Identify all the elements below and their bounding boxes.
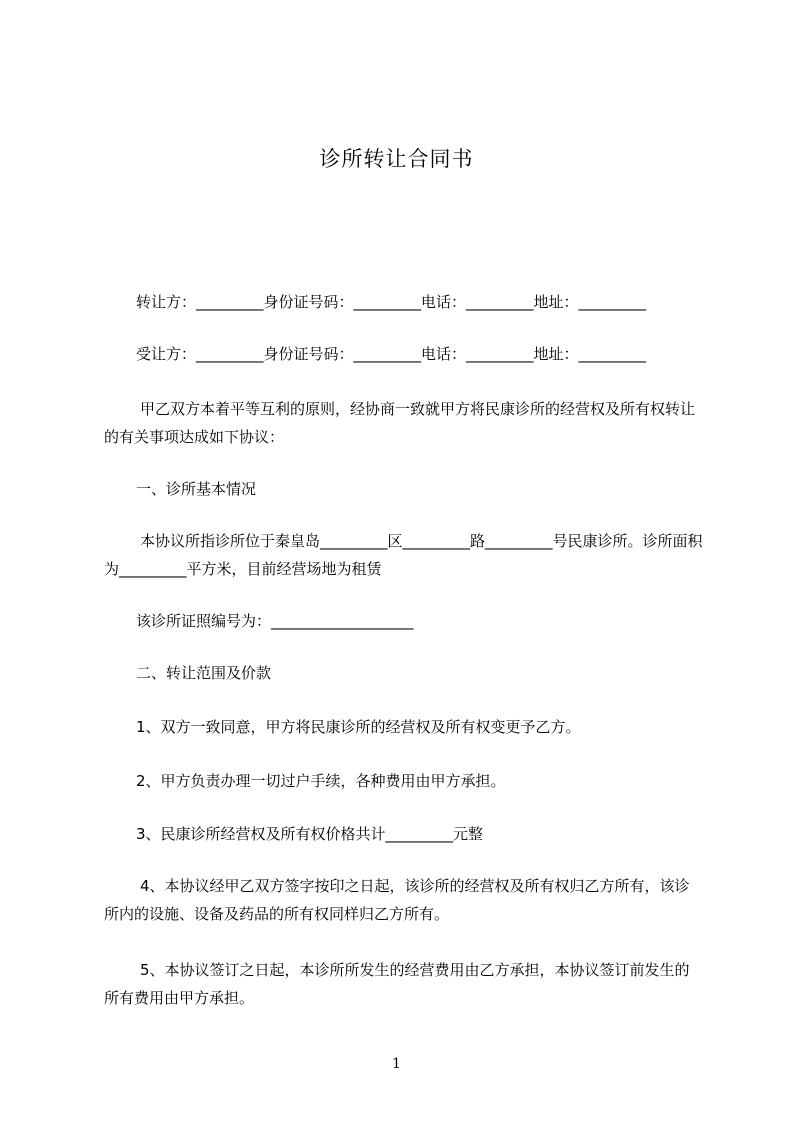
clause-item-3: 3、民康诊所经营权及所有权价格共计_________元整 xyxy=(136,825,484,843)
transferee-line: 受让方：_________身份证号码：_________电话：_________地址：_________ xyxy=(136,345,647,363)
section1-heading: 一、诊所基本情况 xyxy=(136,480,257,498)
section1-paragraph: 本协议所指诊所位于秦皇岛_________区_________路_________号民康诊所。诊所面积为_________平方米，目前经营场地为租赁 xyxy=(104,532,703,578)
clause-item-1: 1、双方一致同意，甲方将民康诊所的经营权及所有权变更予乙方。 xyxy=(136,718,581,736)
section2-heading: 二、转让范围及价款 xyxy=(136,664,272,682)
transferor-line: 转让方：_________身份证号码：_________电话：_________地址：_________ xyxy=(136,293,647,311)
document-title: 诊所转让合同书 xyxy=(319,147,474,171)
clause-item-4: 4、本协议经甲乙双方签字按印之日起，该诊所的经营权及所有权归乙方所有，该诊所内的设施、设备及药品的所有权同样归乙方所有。 xyxy=(104,877,690,923)
clause-item-2: 2、甲方负责办理一切过户手续，各种费用由甲方承担。 xyxy=(136,772,506,790)
clause-item-5: 5、本协议签订之日起，本诊所所发生的经营费用由乙方承担，本协议签订前发生的所有费用由甲方承担。 xyxy=(104,961,690,1007)
intro-paragraph: 甲乙双方本着平等互利的原则，经协商一致就甲方将民康诊所的经营权及所有权转让的有关事项达成如下协议： xyxy=(104,400,696,446)
page-number: 1 xyxy=(392,1056,401,1072)
license-number-line: 该诊所证照编号为：___________________ xyxy=(136,612,414,630)
